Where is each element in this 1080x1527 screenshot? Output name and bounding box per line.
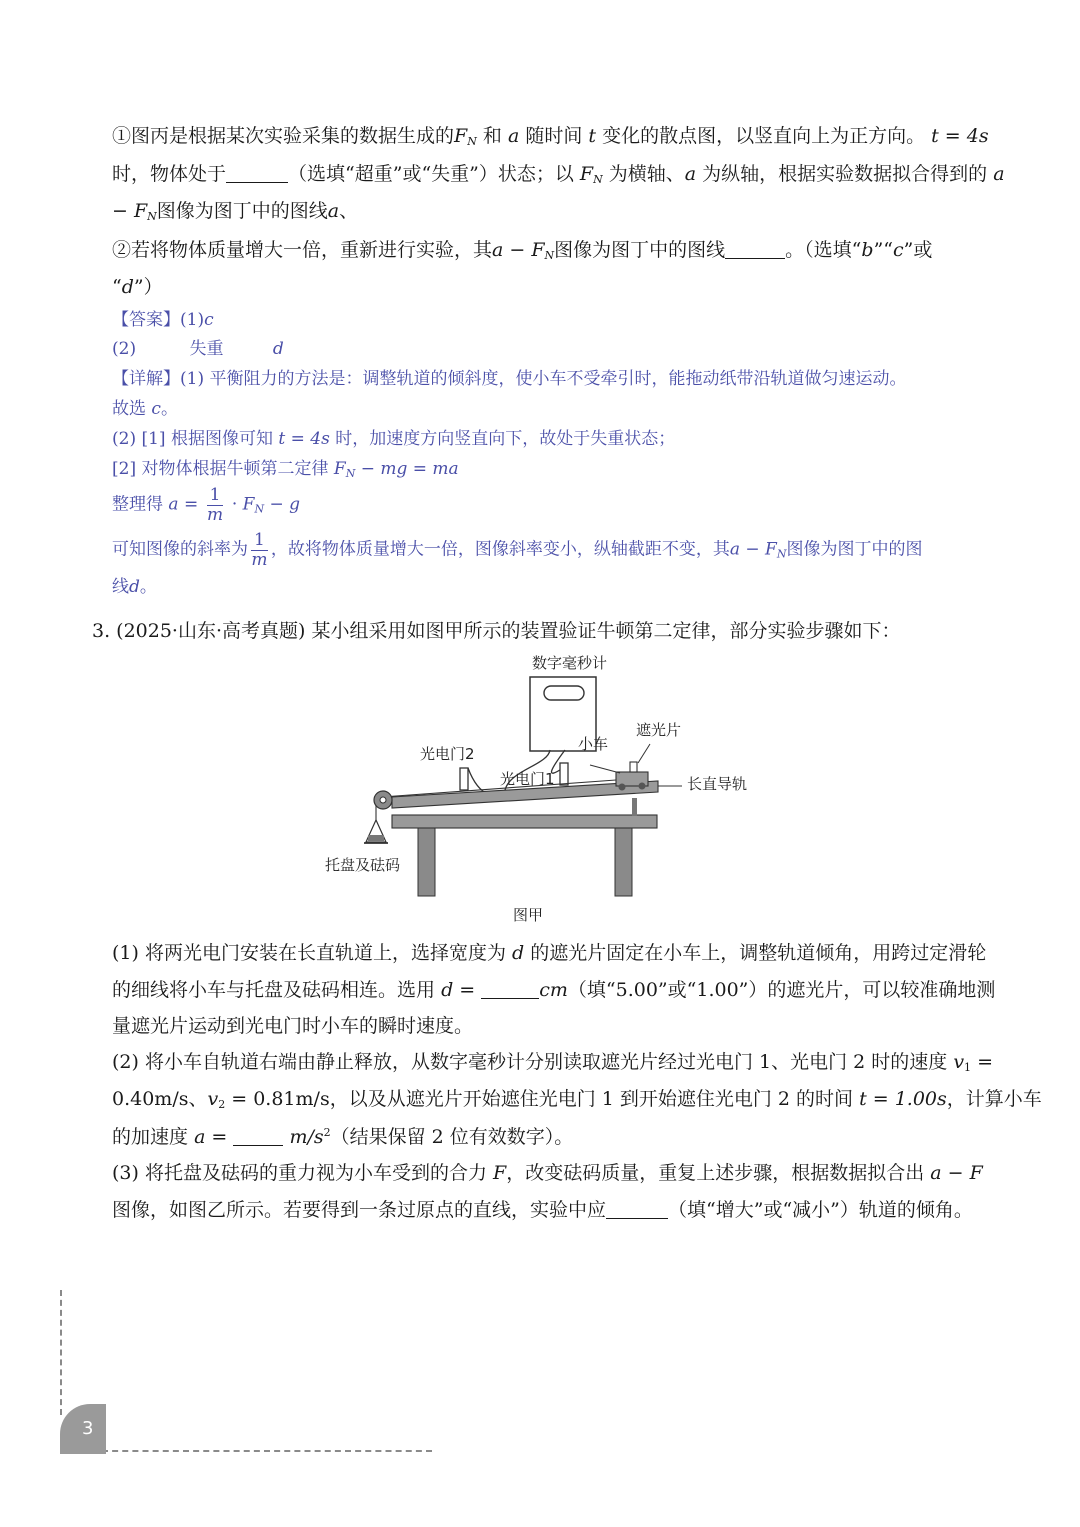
equation: d =: [441, 979, 482, 1001]
answer-value: 失重: [189, 339, 224, 359]
text: 。: [160, 399, 178, 419]
var: v: [953, 1051, 965, 1073]
text: 。: [139, 577, 157, 597]
sub: 2: [218, 1098, 226, 1111]
sub: N: [345, 467, 356, 480]
unit: m/s: [289, 1126, 324, 1148]
text: ”或: [903, 239, 933, 261]
q3-heading: [92, 622, 900, 641]
answer-blank[interactable]: [233, 1127, 283, 1146]
numerator: 1: [207, 486, 224, 506]
q2-part1-line2: [112, 164, 1005, 185]
t-equation: t = 4s: [278, 429, 330, 449]
text: 的细线将小车与托盘及砝码相连。选用: [112, 979, 436, 1001]
answer-blank[interactable]: [481, 980, 539, 999]
var: a: [492, 239, 504, 261]
text: （结果保留 2 位有效数字）。: [330, 1126, 574, 1148]
q3-step1-line1: [112, 944, 986, 963]
answer-blank[interactable]: [226, 164, 288, 183]
var: d: [129, 577, 140, 597]
q3-step1-line2: [112, 980, 995, 1000]
text: （填“5.00”或“1.00”）的遮光片，可以较准确地测: [567, 979, 996, 1001]
sup: 2: [323, 1126, 331, 1139]
detail-line3: [112, 431, 675, 448]
fraction: [207, 486, 224, 524]
q3-step2-line2: [112, 1090, 1042, 1110]
sub: 1: [964, 1061, 972, 1074]
text: −: [112, 200, 134, 222]
q2-part1-line3: − $F_N$图像为图丁中的图线a、: [112, 200, 359, 223]
equation: t = 1.00s: [859, 1088, 947, 1110]
detail-line5: [112, 486, 300, 524]
text: 图像为图丁中的图线: [156, 200, 328, 222]
q2-part2-line1: ②若将物体质量增大一倍，重新进行实验，其$a - F_N$图像为图丁中的图线 。（选填“b”“c”或: [112, 239, 933, 262]
text: = 0.81m/s，以及从遮光片开始遮住光电门 1 到开始遮住光电门 2 的时间: [225, 1088, 854, 1110]
q3-step1-line3: [112, 1017, 473, 1036]
var: v: [207, 1088, 219, 1110]
text: (1) 将两光电门安装在长直轨道上，选择宽度为: [112, 942, 506, 964]
var: F: [454, 125, 468, 147]
var: b: [861, 239, 874, 261]
text: 时，加速度方向竖直向下，故处于失重状态；: [335, 429, 676, 449]
text: [2] 对物体根据牛顿第二定律: [112, 459, 329, 479]
text: ，计算小车: [946, 1088, 1042, 1110]
equation: − g: [264, 494, 300, 515]
shade-label-leader: [638, 744, 650, 763]
page-number: 3: [82, 1418, 94, 1439]
text: 图像为图丁中的图: [786, 539, 923, 560]
table-leg-right: [615, 824, 632, 896]
rail-label: 长直导轨: [687, 775, 748, 793]
var: a: [507, 125, 520, 147]
answer-blank[interactable]: [606, 1200, 668, 1219]
text: ·: [226, 494, 243, 515]
detail-line7: [112, 579, 157, 596]
answer-blank[interactable]: [725, 240, 785, 259]
sub: N: [544, 249, 555, 262]
equation: a =: [194, 1126, 234, 1148]
q2-part1-line1: [112, 127, 989, 147]
pulley-axle: [380, 797, 386, 803]
text: 量遮光片运动到光电门时小车的瞬时速度。: [112, 1015, 474, 1037]
text: (1) 平衡阻力的方法是：调整轨道的倾斜度，使小车不受牵引时，能拖动纸带沿轨道做匀速运动。: [180, 369, 907, 389]
sub: N: [593, 173, 603, 186]
text: 为横轴、: [608, 163, 685, 185]
var: a: [729, 539, 740, 560]
var: a: [993, 163, 1005, 185]
detail-line2: [112, 401, 178, 418]
text: 整理得: [112, 494, 163, 515]
q3-step3-line1: [112, 1164, 983, 1183]
gate1-label: 光电门1: [500, 770, 555, 788]
text: 的加速度: [112, 1126, 189, 1148]
q3-step3-line2: [112, 1200, 973, 1220]
t-equation: t = 4s: [931, 125, 989, 147]
text: (3) 将托盘及砝码的重力视为小车受到的合力: [112, 1162, 487, 1184]
text: 图像为图丁中的图线: [554, 239, 726, 261]
text: 故选: [112, 399, 146, 419]
cart-wheel: [619, 784, 626, 791]
answer-line1: [112, 312, 214, 329]
var: F: [133, 200, 148, 222]
text: 0.40m/s、: [112, 1088, 208, 1110]
text: (2) [1] 根据图像可知: [112, 429, 273, 449]
var: d: [512, 942, 525, 964]
text: 线: [112, 577, 129, 597]
var: a: [684, 163, 697, 185]
unit: cm: [539, 979, 568, 1001]
text: 可知图像的斜率为: [112, 539, 248, 560]
equation: a − F: [930, 1162, 983, 1184]
var: c: [151, 399, 161, 419]
var: d: [121, 276, 134, 298]
var: c: [893, 239, 904, 261]
text: 时，物体处于: [112, 163, 227, 185]
table-top: [392, 815, 657, 828]
cart-label: 小车: [578, 735, 609, 753]
var: t: [588, 125, 597, 147]
gate2-label: 光电门2: [420, 745, 475, 763]
sub: N: [776, 547, 787, 561]
rail-support: [632, 798, 637, 816]
denominator: m: [251, 549, 268, 570]
sub: N: [254, 502, 265, 516]
table-leg-left: [418, 824, 435, 896]
text: ②若将物体质量增大一倍，重新进行实验，其: [112, 239, 493, 261]
q3-step2-line3: [112, 1127, 573, 1147]
var: F: [493, 1162, 507, 1184]
weights: [368, 835, 384, 841]
timer-label: 数字毫秒计: [532, 654, 608, 672]
text: 图像，如图乙所示。若要得到一条过原点的直线，实验中应: [112, 1199, 607, 1221]
var: F: [765, 539, 777, 560]
tray-label: 托盘及砝码: [325, 856, 401, 874]
var: F: [579, 163, 594, 185]
text: =: [971, 1051, 994, 1073]
detail-line6: 可知图像的斜率为 $\frac{1}{m}$ ，故将物体质量增大一倍，图像斜率变小，纵轴截距不变，其$a - F_N$图像为图丁中的图: [112, 530, 923, 570]
text: (2) 将小车自轨道右端由静止释放，从数字毫秒计分别读取遮光片经过光电门 1、光电门 2 时的速度: [112, 1051, 948, 1073]
detail-tag: 【详解】: [112, 369, 180, 389]
photogate-2: [460, 768, 468, 790]
equation: − mg = ma: [355, 459, 459, 479]
text: ”“: [873, 239, 893, 261]
page-border-dashed-horizontal: [102, 1450, 432, 1452]
shade-plate: [630, 762, 637, 772]
text: 变化的散点图，以竖直向上为正方向。: [602, 125, 926, 147]
text: ”）: [133, 276, 163, 298]
text: (1): [180, 310, 205, 330]
equation: a =: [168, 494, 204, 515]
sub: N: [147, 210, 157, 223]
var: F: [531, 239, 545, 261]
shade-label: 遮光片: [636, 721, 682, 739]
numerator: 1: [251, 531, 268, 551]
timer-display: [544, 686, 584, 700]
photogate-1: [560, 763, 568, 785]
text: ，改变砝码质量，重复上述步骤，根据数据拟合出: [506, 1162, 925, 1184]
var: a: [327, 200, 340, 222]
page-border-dashed-vertical: [60, 1290, 62, 1415]
denominator: m: [206, 504, 224, 525]
text: （填“增大”或“减小”）轨道的倾角。: [668, 1199, 973, 1221]
text: ①图丙是根据某次实验采集的数据生成的: [112, 125, 455, 147]
q3-step2-line1: [112, 1053, 993, 1073]
text: (2): [112, 339, 137, 359]
question-text: 3. (2025·山东·高考真题) 某小组采用如图甲所示的装置验证牛顿第二定律，部分实验步骤如下：: [92, 620, 901, 642]
answer-line2: [112, 341, 284, 358]
answer-tag: 【答案】: [112, 310, 180, 330]
text: 为纵轴，根据实验数据拟合得到的: [702, 163, 988, 185]
var: F: [242, 494, 255, 515]
detail-line1: [112, 371, 906, 388]
text: ，故将物体质量增大一倍，图像斜率变小，纵轴截距不变，其: [270, 539, 730, 560]
text: 随时间: [525, 125, 583, 147]
text: 。（选填“: [785, 239, 862, 261]
answer-value: d: [272, 339, 284, 359]
apparatus-figure: [320, 650, 780, 935]
cart-wheel: [639, 783, 646, 790]
text: 和: [482, 125, 502, 147]
text: 的遮光片固定在小车上，调整轨道倾角，用跨过定滑轮: [530, 942, 987, 964]
sub: N: [467, 135, 477, 148]
var: F: [333, 459, 346, 479]
q2-part2-line2: “d”）: [112, 276, 163, 298]
fraction: [251, 531, 268, 569]
text: （选填“超重”或“失重”）状态；以: [288, 163, 574, 185]
cart-label-leader: [590, 765, 620, 773]
figure-caption: 图甲: [513, 906, 544, 924]
detail-line4: [112, 461, 459, 479]
answer-value: c: [204, 310, 214, 330]
